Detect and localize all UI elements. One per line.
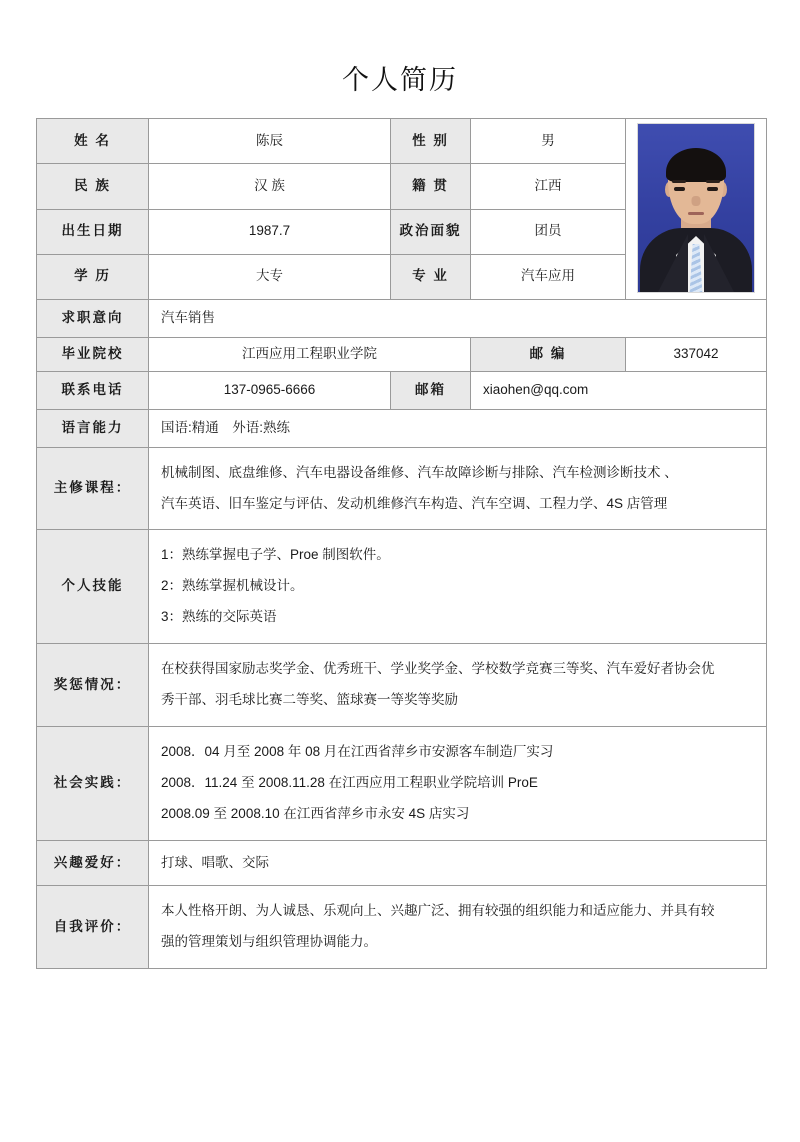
value-political-status: 团员 — [471, 209, 626, 254]
label-education: 学 历 — [37, 254, 149, 299]
photo-eye-left — [674, 187, 685, 191]
label-awards: 奖惩情况： — [37, 644, 149, 727]
label-major: 专 业 — [391, 254, 471, 299]
value-hobbies — [149, 840, 767, 886]
practice-line: 2008．04 月至 2008 年 08 月在江西省萍乡市安源客车制造厂实习 — [161, 743, 554, 759]
course-line: 汽车英语、旧车鉴定与评估、发动机维修汽车构造、汽车空调、工程力学、4S 店管理 — [161, 495, 668, 511]
label-email: 邮箱 — [391, 371, 471, 409]
label-political-status: 政治面貌 — [391, 209, 471, 254]
label-self-evaluation: 自我评价： — [37, 886, 149, 969]
table-row-phone — [37, 371, 767, 409]
photo-eye-right — [707, 187, 718, 191]
page-title: 个人简历 — [342, 65, 458, 95]
label-native-place: 籍 贯 — [391, 164, 471, 209]
table-row-courses — [37, 447, 767, 530]
avatar — [637, 123, 755, 293]
label-language: 语言能力 — [37, 409, 149, 447]
value-postcode: 337042 — [626, 337, 767, 371]
value-self-evaluation — [149, 886, 767, 969]
table-row-job-intention — [37, 300, 767, 338]
resume-table — [36, 118, 767, 969]
value-birthdate: 1987.7 — [149, 209, 391, 254]
table-row-self-evaluation — [37, 886, 767, 969]
self-evaluation-line: 强的管理策划与组织管理协调能力。 — [161, 934, 377, 950]
value-ethnicity: 汉 族 — [149, 164, 391, 209]
hobby-line: 打球、唱歌、交际 — [161, 854, 269, 870]
award-line: 秀干部、羽毛球比赛二等奖、篮球赛一等奖等奖励 — [161, 692, 458, 708]
value-native-place: 江西 — [471, 164, 626, 209]
value-gender: 男 — [471, 119, 626, 164]
practice-line: 2008．11.24 至 2008.11.28 在江西应用工程职业学院培训 ProE — [161, 774, 538, 790]
self-evaluation-line: 本人性格开朗、为人诚恳、乐观向上、兴趣广泛、拥有较强的组织能力和适应能力、并具有较 — [161, 903, 715, 919]
label-school: 毕业院校 — [37, 337, 149, 371]
label-postcode: 邮 编 — [471, 337, 626, 371]
skill-line: 3：熟练的交际英语 — [161, 609, 277, 625]
label-job-intention: 求职意向 — [37, 300, 149, 338]
table-row-awards — [37, 644, 767, 727]
award-line: 在校获得国家励志奖学金、优秀班干、学业奖学金、学校数学竞赛三等奖、汽车爱好者协会优 — [161, 661, 715, 677]
label-birthdate: 出生日期 — [37, 209, 149, 254]
table-row-practice — [37, 726, 767, 840]
label-practice: 社会实践： — [37, 726, 149, 840]
photo-eyebrow-right — [706, 180, 720, 183]
label-skills: 个人技能 — [37, 530, 149, 644]
value-phone: 137-0965-6666 — [149, 371, 391, 409]
table-row-hobbies — [37, 840, 767, 886]
photo-nose — [692, 196, 701, 206]
value-job-intention: 汽车销售 — [149, 300, 767, 338]
photo-eyebrow-left — [672, 180, 686, 183]
label-gender: 性 别 — [391, 119, 471, 164]
label-phone: 联系电话 — [37, 371, 149, 409]
label-courses: 主修课程： — [37, 447, 149, 530]
table-row-skills — [37, 530, 767, 644]
value-name: 陈辰 — [149, 119, 391, 164]
value-education: 大专 — [149, 254, 391, 299]
value-skills — [149, 530, 767, 644]
value-practice — [149, 726, 767, 840]
skill-line: 2：熟练掌握机械设计。 — [161, 578, 304, 594]
photo-cell — [626, 119, 767, 300]
label-ethnicity: 民 族 — [37, 164, 149, 209]
table-row-school — [37, 337, 767, 371]
value-major: 汽车应用 — [471, 254, 626, 299]
value-school: 江西应用工程职业学院 — [149, 337, 471, 371]
value-courses — [149, 447, 767, 530]
value-email: xiaohen@qq.com — [471, 371, 767, 409]
value-awards — [149, 644, 767, 727]
value-language: 国语:精通 外语:熟练 — [149, 409, 767, 447]
label-hobbies: 兴趣爱好： — [37, 840, 149, 886]
practice-line: 2008.09 至 2008.10 在江西省萍乡市永安 4S 店实习 — [161, 805, 470, 821]
table-row-language — [37, 409, 767, 447]
photo-mouth — [688, 212, 704, 215]
label-name: 姓 名 — [37, 119, 149, 164]
table-row-name — [37, 119, 767, 164]
skill-line: 1：熟练掌握电子学、Proe 制图软件。 — [161, 547, 390, 563]
course-line: 机械制图、底盘维修、汽车电器设备维修、汽车故障诊断与排除、汽车检测诊断技术 、 — [161, 464, 678, 480]
